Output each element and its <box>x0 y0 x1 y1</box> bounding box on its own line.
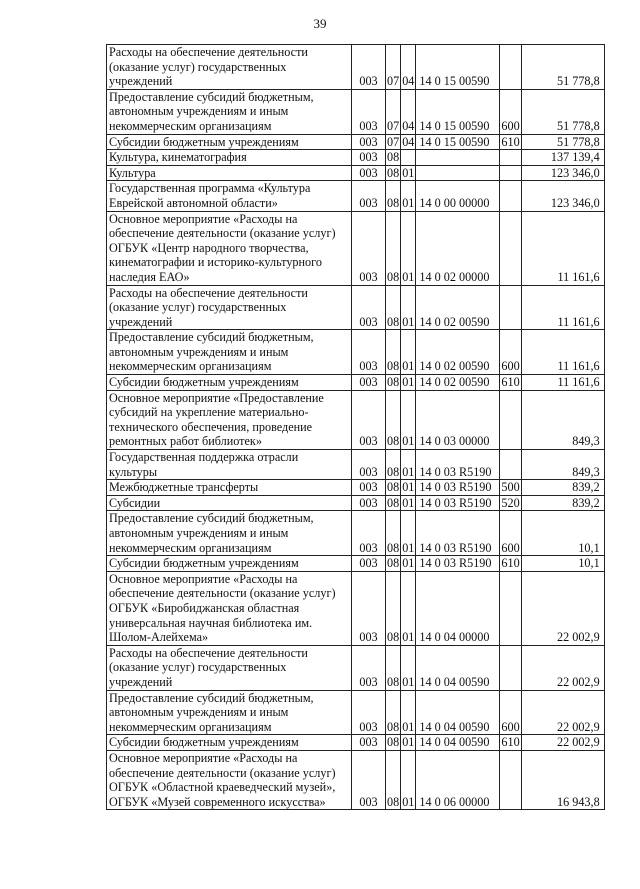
cell-csr: 14 0 04 00590 <box>416 645 500 690</box>
cell-name: Расходы на обеспечение деятельности (оказание услуг) государственных учреждений <box>107 285 352 330</box>
cell-amount: 849,3 <box>521 390 604 449</box>
cell-razdel: 08 <box>386 511 401 556</box>
cell-amount: 22 002,9 <box>521 645 604 690</box>
page-number: 39 <box>313 16 327 31</box>
cell-razdel: 07 <box>386 45 401 90</box>
cell-name: Культура <box>107 165 352 181</box>
cell-vr <box>500 750 521 809</box>
budget-table <box>106 44 605 810</box>
cell-amount: 16 943,8 <box>521 750 604 809</box>
cell-csr <box>416 150 500 166</box>
cell-podrazdel: 04 <box>401 45 416 90</box>
cell-podrazdel: 01 <box>401 450 416 480</box>
cell-code: 003 <box>352 511 386 556</box>
cell-csr: 14 0 15 00590 <box>416 89 500 134</box>
table-row <box>107 735 605 751</box>
table-row <box>107 165 605 181</box>
cell-podrazdel: 01 <box>401 645 416 690</box>
cell-razdel: 08 <box>387 495 400 510</box>
cell-name: Расходы на обеспечение деятельности (оказание услуг) государственных учреждений <box>107 645 352 690</box>
cell-razdel: 07 <box>386 89 401 134</box>
table-row <box>107 181 605 211</box>
cell-razdel: 08 <box>386 450 401 480</box>
cell-name: Субсидии бюджетным учреждениям <box>107 556 352 572</box>
cell-code: 003 <box>352 556 386 572</box>
cell-vr <box>500 165 521 181</box>
cell-razdel: 08 <box>387 150 400 165</box>
cell-podrazdel <box>401 150 416 166</box>
cell-vr <box>500 390 521 449</box>
cell-code: 003 <box>352 45 386 90</box>
table-row <box>107 645 605 690</box>
cell-amount: 51 778,8 <box>521 45 604 90</box>
cell-podrazdel: 01 <box>401 390 416 449</box>
cell-vr: 610 <box>501 735 520 750</box>
table-row <box>107 330 605 375</box>
cell-csr: 14 0 02 00590 <box>416 375 500 391</box>
cell-csr: 14 0 06 00000 <box>416 750 500 809</box>
cell-csr: 14 0 02 00590 <box>416 330 500 375</box>
table-row <box>107 285 605 330</box>
cell-razdel: 08 <box>386 390 401 449</box>
table-row <box>107 134 605 150</box>
table-row <box>107 150 605 166</box>
cell-csr: 14 0 04 00590 <box>416 690 500 735</box>
cell-razdel: 08 <box>387 375 400 390</box>
cell-name: Субсидии бюджетным учреждениям <box>107 134 352 150</box>
cell-csr <box>416 165 500 181</box>
cell-vr <box>500 571 521 645</box>
cell-amount: 11 161,6 <box>521 211 604 285</box>
cell-csr: 14 0 03 R5190 <box>416 495 500 511</box>
table-row <box>107 211 605 285</box>
table-row <box>107 495 605 511</box>
table-row <box>107 690 605 735</box>
cell-podrazdel: 01 <box>401 181 416 211</box>
cell-amount: 22 002,9 <box>521 571 604 645</box>
cell-name: Государственная программа «Культура Еврейской автономной области» <box>107 181 352 211</box>
cell-amount: 11 161,6 <box>521 330 604 375</box>
cell-name: Предоставление субсидий бюджетным, автономным учреждениям и иным некоммерческим организациям <box>107 89 352 134</box>
cell-vr: 500 <box>501 480 520 495</box>
cell-vr: 600 <box>500 330 521 375</box>
cell-podrazdel: 01 <box>401 330 416 375</box>
cell-razdel: 08 <box>386 285 401 330</box>
cell-razdel: 08 <box>387 165 400 180</box>
cell-code: 003 <box>352 750 386 809</box>
cell-csr: 14 0 03 R5190 <box>416 450 500 480</box>
cell-vr <box>500 45 521 90</box>
cell-amount: 22 002,9 <box>521 735 604 751</box>
cell-code: 003 <box>352 735 386 751</box>
cell-name: Расходы на обеспечение деятельности (оказание услуг) государственных учреждений <box>107 45 352 90</box>
cell-code: 003 <box>352 285 386 330</box>
cell-csr: 14 0 15 00590 <box>416 134 500 150</box>
cell-razdel: 08 <box>386 571 401 645</box>
cell-podrazdel: 01 <box>401 571 416 645</box>
table-row <box>107 571 605 645</box>
cell-vr: 610 <box>501 375 520 390</box>
cell-podrazdel: 04 <box>402 134 415 149</box>
cell-vr <box>500 181 521 211</box>
cell-razdel: 08 <box>386 211 401 285</box>
cell-razdel: 08 <box>386 690 401 735</box>
cell-podrazdel: 01 <box>401 511 416 556</box>
cell-vr: 600 <box>500 89 521 134</box>
cell-amount: 11 161,6 <box>521 375 604 391</box>
cell-code: 003 <box>352 390 386 449</box>
cell-podrazdel: 01 <box>402 165 415 180</box>
cell-csr: 14 0 00 00000 <box>416 181 500 211</box>
cell-vr: 600 <box>500 690 521 735</box>
cell-name: Субсидии бюджетным учреждениям <box>107 735 352 751</box>
cell-amount: 123 346,0 <box>521 181 604 211</box>
cell-code: 003 <box>352 89 386 134</box>
cell-csr: 14 0 03 R5190 <box>416 511 500 556</box>
cell-name: Предоставление субсидий бюджетным, автономным учреждениям и иным некоммерческим организациям <box>107 330 352 375</box>
cell-amount: 123 346,0 <box>521 165 604 181</box>
cell-razdel: 08 <box>387 480 400 495</box>
cell-razdel: 08 <box>386 645 401 690</box>
cell-podrazdel: 01 <box>402 375 415 390</box>
table-row <box>107 375 605 391</box>
cell-vr: 610 <box>501 556 520 571</box>
table-row <box>107 750 605 809</box>
cell-name: Предоставление субсидий бюджетным, автономным учреждениям и иным некоммерческим организациям <box>107 511 352 556</box>
cell-razdel: 08 <box>386 181 401 211</box>
table-row <box>107 390 605 449</box>
cell-vr: 520 <box>501 495 520 510</box>
cell-code: 003 <box>352 645 386 690</box>
cell-amount: 839,2 <box>521 480 604 496</box>
cell-podrazdel: 04 <box>401 89 416 134</box>
cell-code: 003 <box>352 571 386 645</box>
cell-podrazdel: 01 <box>401 690 416 735</box>
cell-name: Культура, кинематография <box>107 150 352 166</box>
cell-amount: 849,3 <box>521 450 604 480</box>
cell-code: 003 <box>352 150 386 166</box>
cell-code: 003 <box>352 134 386 150</box>
cell-razdel: 08 <box>386 330 401 375</box>
cell-vr: 610 <box>501 134 520 149</box>
cell-podrazdel: 01 <box>402 495 415 510</box>
cell-vr <box>500 450 521 480</box>
cell-razdel: 07 <box>387 134 400 149</box>
cell-code: 003 <box>352 375 386 391</box>
cell-csr: 14 0 04 00590 <box>416 735 500 751</box>
cell-name: Субсидии бюджетным учреждениям <box>107 375 352 391</box>
cell-csr: 14 0 03 R5190 <box>416 556 500 572</box>
cell-name: Основное мероприятие «Расходы на обеспечение деятельности (оказание услуг) ОГБУК «Областной краеведческий музей», ОГБУК «Музей современного искусства» <box>107 750 352 809</box>
cell-code: 003 <box>352 211 386 285</box>
cell-csr: 14 0 04 00000 <box>416 571 500 645</box>
table-row <box>107 556 605 572</box>
table-row <box>107 511 605 556</box>
cell-vr <box>500 211 521 285</box>
budget-table-body <box>107 45 605 810</box>
cell-code: 003 <box>352 495 386 511</box>
cell-vr <box>500 150 521 166</box>
cell-csr: 14 0 15 00590 <box>416 45 500 90</box>
cell-code: 003 <box>352 165 386 181</box>
cell-podrazdel: 01 <box>401 750 416 809</box>
cell-vr <box>500 645 521 690</box>
cell-csr: 14 0 03 R5190 <box>416 480 500 496</box>
cell-amount: 10,1 <box>521 556 604 572</box>
cell-podrazdel: 01 <box>402 480 415 495</box>
cell-name: Межбюджетные трансферты <box>107 480 352 496</box>
cell-name: Предоставление субсидий бюджетным, автономным учреждениям и иным некоммерческим организациям <box>107 690 352 735</box>
cell-code: 003 <box>352 450 386 480</box>
cell-podrazdel: 01 <box>402 556 415 571</box>
cell-razdel: 08 <box>387 556 400 571</box>
cell-name: Основное мероприятие «Предоставление субсидий на укрепление материально-технического обеспечения, проведение ремонтных работ библиотек» <box>107 390 352 449</box>
cell-amount: 51 778,8 <box>521 134 604 150</box>
table-row <box>107 45 605 90</box>
cell-vr <box>500 285 521 330</box>
cell-name: Основное мероприятие «Расходы на обеспечение деятельности (оказание услуг) ОГБУК «Центр народного творчества, кинематографии и историко-культурного наследия ЕАО» <box>107 211 352 285</box>
cell-name: Государственная поддержка отрасли культуры <box>107 450 352 480</box>
cell-razdel: 08 <box>387 735 400 750</box>
cell-vr: 600 <box>500 511 521 556</box>
cell-code: 003 <box>352 330 386 375</box>
table-row <box>107 480 605 496</box>
cell-amount: 51 778,8 <box>521 89 604 134</box>
cell-code: 003 <box>352 181 386 211</box>
cell-amount: 10,1 <box>521 511 604 556</box>
cell-podrazdel: 01 <box>401 211 416 285</box>
cell-amount: 839,2 <box>521 495 604 511</box>
cell-podrazdel: 01 <box>401 285 416 330</box>
cell-amount: 137 139,4 <box>521 150 604 166</box>
cell-amount: 11 161,6 <box>521 285 604 330</box>
cell-code: 003 <box>352 480 386 496</box>
table-row <box>107 89 605 134</box>
cell-amount: 22 002,9 <box>521 690 604 735</box>
cell-name: Субсидии <box>107 495 352 511</box>
table-row <box>107 450 605 480</box>
cell-csr: 14 0 02 00000 <box>416 211 500 285</box>
cell-csr: 14 0 03 00000 <box>416 390 500 449</box>
cell-razdel: 08 <box>386 750 401 809</box>
cell-name: Основное мероприятие «Расходы на обеспечение деятельности (оказание услуг) ОГБУК «Биробиджанская областная универсальная научная библиотека им. Шолом-Алейхема» <box>107 571 352 645</box>
cell-code: 003 <box>352 690 386 735</box>
cell-csr: 14 0 02 00590 <box>416 285 500 330</box>
cell-podrazdel: 01 <box>402 735 415 750</box>
